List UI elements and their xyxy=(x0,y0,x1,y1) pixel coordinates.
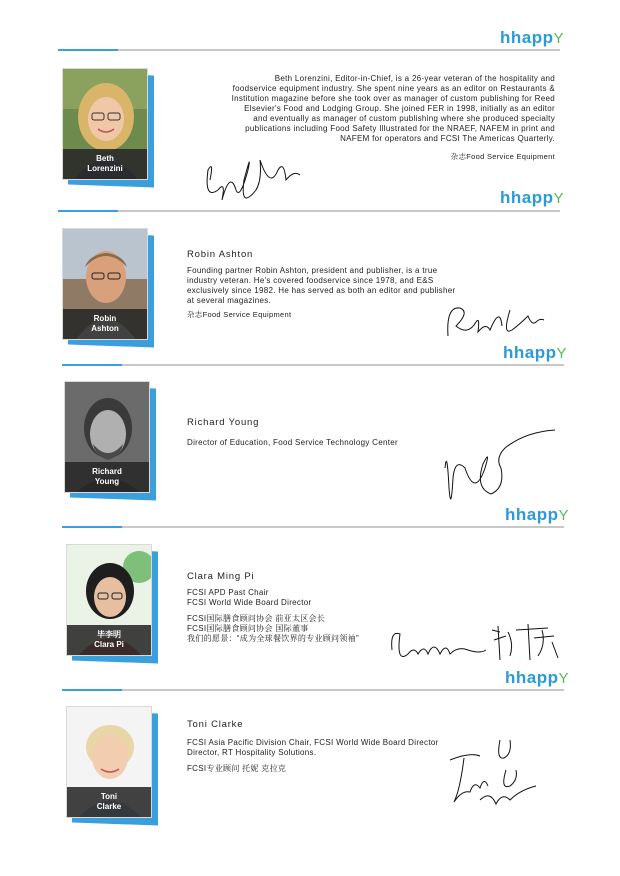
photo-card-richard xyxy=(64,381,150,493)
divider xyxy=(58,210,560,212)
person-name: Clara Ming Pi xyxy=(187,571,255,582)
bio-line: publications including Food Safety Illustrated for the NRAEF, NAFEM in print and xyxy=(245,124,555,133)
brand-logo-text: hhapp xyxy=(500,28,554,47)
photo-card-robin xyxy=(62,228,148,340)
bio-line: and eventually as manager of custom publishing where she produced specialty xyxy=(253,114,555,123)
brand-logo: hhappY xyxy=(505,668,570,687)
photo-caption: Richard Young xyxy=(65,462,149,492)
photo-card-clara xyxy=(66,544,152,656)
bio-line: FCSI国际膳食顾问协会 国际董事 xyxy=(187,624,309,633)
bio-line: exclusively since 1982. He has served as both an editor and publisher xyxy=(187,286,456,295)
brand-logo: hhappY xyxy=(500,188,565,207)
bio-line: FCSI Asia Pacific Division Chair, FCSI World Wide Board Director xyxy=(187,738,439,747)
bio-line: 我们的愿景：“成为全球餐饮界的专业顾问领袖” xyxy=(187,634,359,643)
bio-line: Beth Lorenzini, Editor-in-Chief, is a 26-year veteran of the hospitality and xyxy=(274,74,555,83)
photo-card-toni xyxy=(66,706,152,818)
photo-caption: Robin Ashton xyxy=(63,309,147,339)
brand-logo: hhappY xyxy=(503,343,568,362)
person-name: Robin Ashton xyxy=(187,249,254,260)
bio-line: NAFEM for operators and FCSI The Americas Quarterly. xyxy=(340,134,555,143)
brand-logo: hhappY xyxy=(505,505,570,524)
bio-line: Founding partner Robin Ashton, president and publisher, is a true xyxy=(187,266,438,275)
person-name: Toni Clarke xyxy=(187,719,244,730)
photo-caption: 毕李明 Clara Pi xyxy=(67,625,151,655)
brand-logo xyxy=(500,28,564,48)
bio-line: FCSI专业顾问 托妮 克拉克 xyxy=(187,764,287,773)
company-label: 杂志Food Service Equipment xyxy=(187,310,292,319)
signature-robin xyxy=(440,296,550,346)
photo-caption: Toni Clarke xyxy=(67,787,151,817)
bio-line: FCSI APD Past Chair xyxy=(187,588,269,597)
divider xyxy=(62,526,564,528)
bio-line: FCSI国际膳食顾问协会 前亚太区会长 xyxy=(187,614,326,623)
signature-beth xyxy=(200,140,310,210)
bio-line: Elsevier's Food and Lodging Group. She joined FER in 1998, initially as an editor xyxy=(244,104,555,113)
divider xyxy=(58,49,560,51)
bio-line: at several magazines. xyxy=(187,296,272,305)
bio-line: foodservice equipment industry. She spent nine years as an editor on Restaurants & xyxy=(232,84,555,93)
photo-caption: Beth Lorenzini xyxy=(63,149,147,179)
company-label: 杂志Food Service Equipment xyxy=(450,152,555,161)
bio-line: Institution magazine before she took over as manager of custom publishing for Reed xyxy=(231,94,555,103)
bio-line: FCSI World Wide Board Director xyxy=(187,598,312,607)
photo-card-beth xyxy=(62,68,148,180)
divider xyxy=(62,364,564,366)
signature-toni xyxy=(440,730,550,820)
bio-line: industry veteran. He's covered foodservice since 1978, and E&S xyxy=(187,276,434,285)
bio-line: Director of Education, Food Service Technology Center xyxy=(187,438,398,447)
signature-clara xyxy=(388,620,568,670)
bio-line: Director, RT Hospitality Solutions. xyxy=(187,748,317,757)
divider xyxy=(62,689,564,691)
person-name: Richard Young xyxy=(187,417,260,428)
brand-logo-mark: Y xyxy=(553,30,565,47)
